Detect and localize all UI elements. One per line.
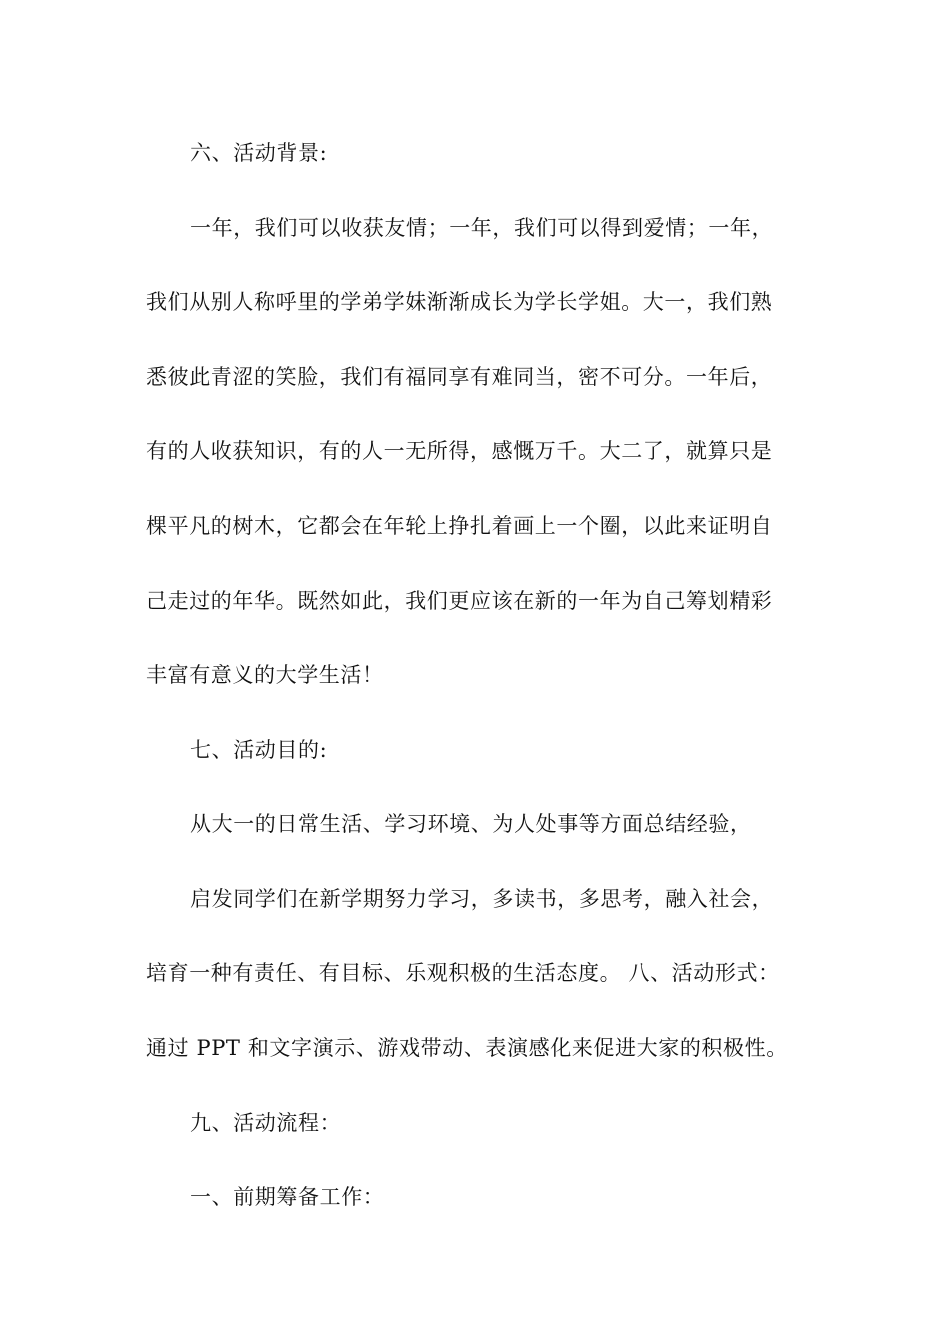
paragraph-line: 培育一种有责任、有目标、乐观积极的生活态度。 八、活动形式：: [146, 961, 780, 985]
section-heading-purpose: 七、活动目的:: [190, 738, 328, 762]
paragraph-line: 丰富有意义的大学生活！: [146, 663, 384, 687]
paragraph-line: 己走过的年华。既然如此，我们更应该在新的一年为自己筹划精彩: [146, 589, 773, 613]
paragraph-line: 启发同学们在新学期努力学习，多读书，多思考，融入社会，: [190, 887, 774, 911]
section-heading-process: 九、活动流程：: [190, 1111, 342, 1135]
paragraph-line: 一年，我们可以收获友情；一年，我们可以得到爱情；一年，: [190, 216, 774, 240]
paragraph-line: 悉彼此青涩的笑脸，我们有福同享有难同当，密不可分。一年后，: [146, 365, 773, 389]
paragraph-line: 棵平凡的树木，它都会在年轮上挣扎着画上一个圈，以此来证明自: [146, 514, 773, 538]
paragraph-line: 从大一的日常生活、学习环境、为人处事等方面总结经验，: [190, 812, 752, 836]
subsection-heading-preparation: 一、前期筹备工作：: [190, 1185, 385, 1209]
paragraph-line: 有的人收获知识，有的人一无所得，感慨万千。大二了，就算只是: [146, 439, 773, 463]
section-heading-background: 六、活动背景:: [190, 141, 328, 165]
paragraph-line: 我们从别人称呼里的学弟学妹渐渐成长为学长学姐。大一，我们熟: [146, 290, 773, 314]
paragraph-line: 通过 PPT 和文字演示、游戏带动、表演感化来促进大家的积极性。: [146, 1036, 788, 1060]
